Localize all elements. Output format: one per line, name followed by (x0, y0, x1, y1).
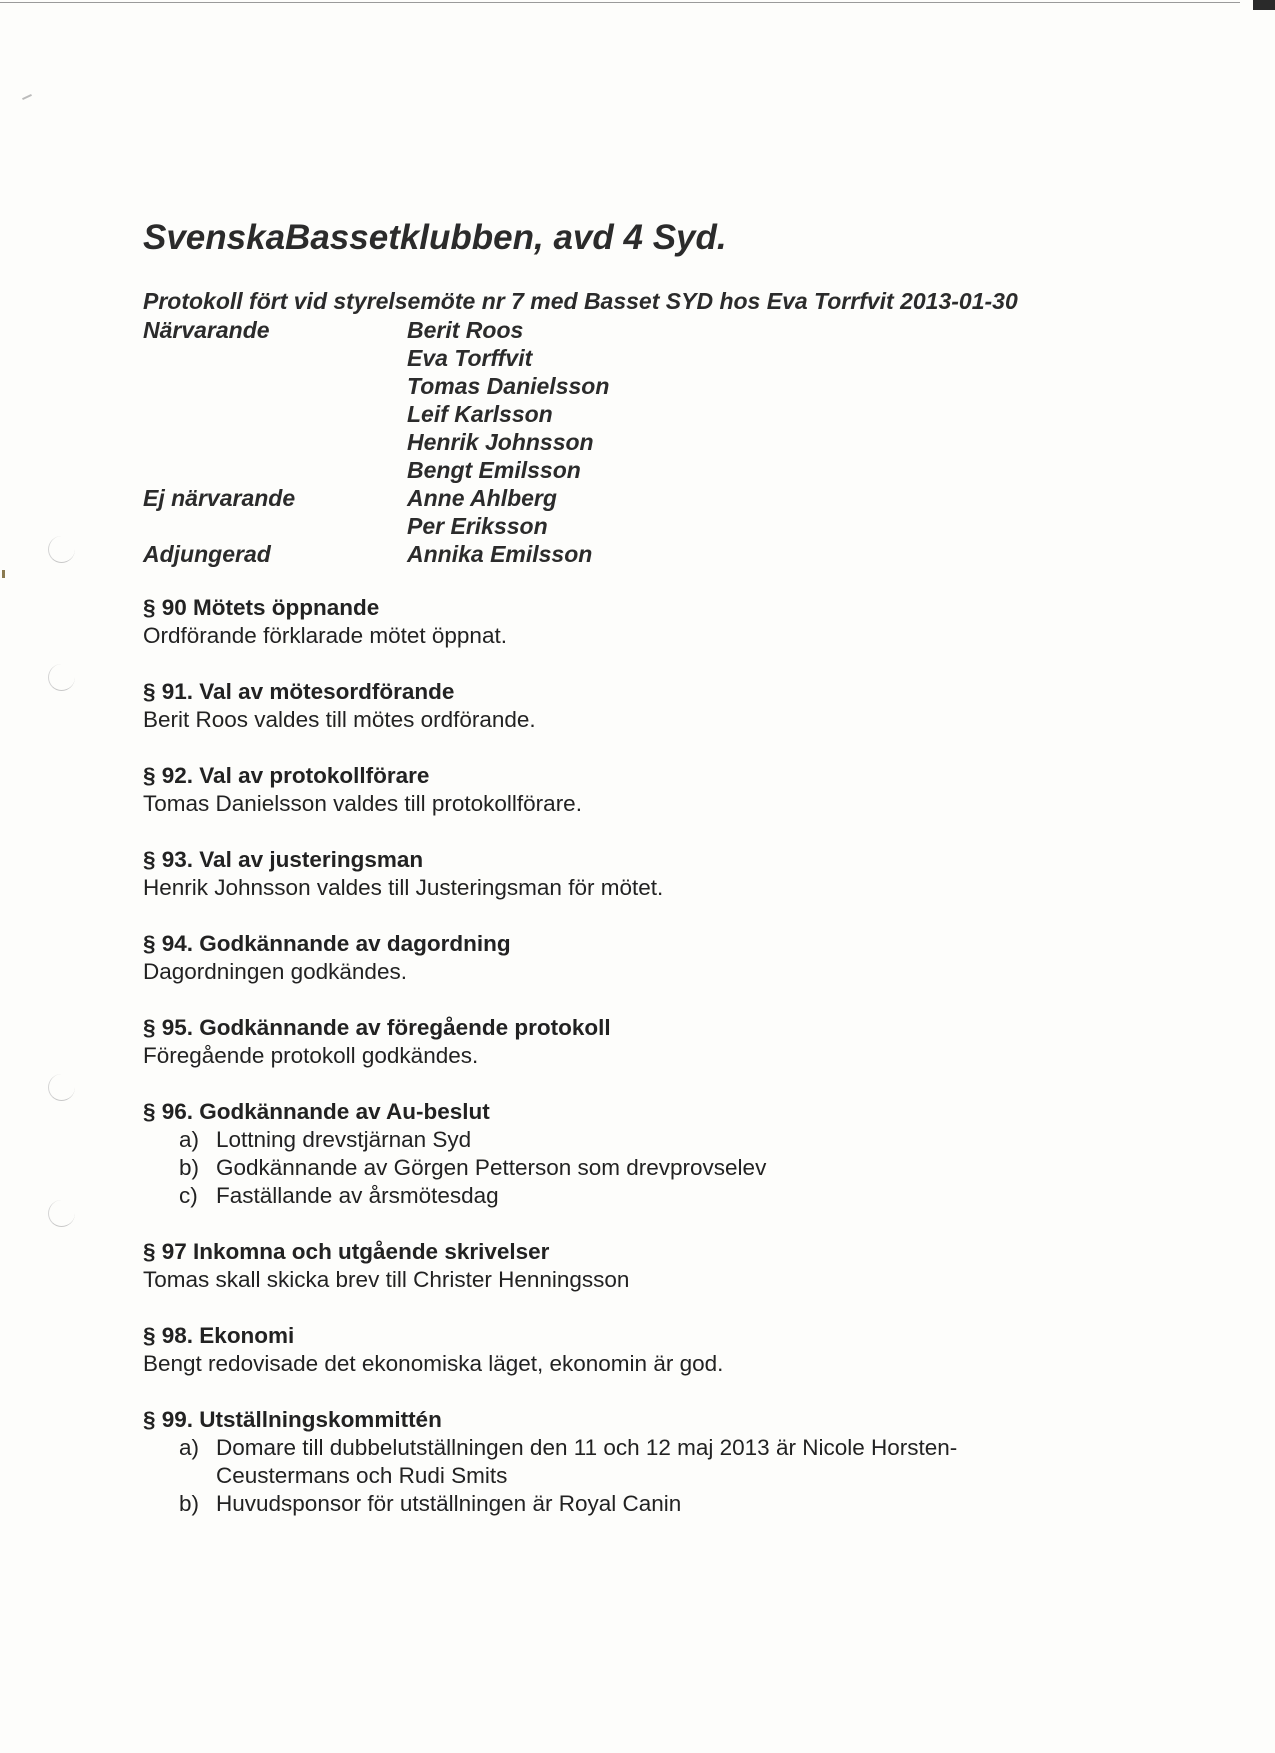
section-97 (143, 1238, 1143, 1294)
list-item-text: Huvudsponsor för utställningen är Royal Canin (216, 1491, 682, 1516)
protocol-subtitle: Protokoll fört vid styrelsemöte nr 7 med Basset SYD hos Eva Torrfvit 2013-01-30 (143, 288, 1018, 314)
list-item-letter: b) (179, 1155, 200, 1180)
list-item-text-line: Ceustermans och Rudi Smits (216, 1463, 508, 1488)
adjunct-label: Adjungerad (143, 541, 271, 567)
absent-label: Ej närvarande (143, 485, 296, 511)
list-item-letter: b) (179, 1491, 200, 1516)
section-94 (143, 930, 1143, 986)
sub-item-list (143, 1434, 1143, 1518)
adjunct-name: Annika Emilsson (407, 541, 593, 567)
section-heading: § 90 Mötets öppnande (143, 595, 380, 620)
section-heading: § 98. Ekonomi (143, 1323, 295, 1348)
section-92 (143, 762, 1143, 818)
minutes-sections (143, 594, 1143, 1546)
attendance-row (143, 512, 943, 540)
section-text: Tomas skall skicka brev till Christer Henningsson (143, 1267, 630, 1292)
list-item-letter: a) (179, 1435, 200, 1460)
section-heading: § 92. Val av protokollförare (143, 763, 430, 788)
section-95 (143, 1014, 1143, 1070)
section-text: Henrik Johnsson valdes till Justeringsman för mötet. (143, 875, 664, 900)
attendee-name: Berit Roos (407, 317, 524, 343)
section-heading: § 94. Godkännande av dagordning (143, 931, 511, 956)
punch-hole-mark (48, 1200, 75, 1227)
section-98 (143, 1322, 1143, 1378)
section-93 (143, 846, 1143, 902)
section-heading: § 93. Val av justeringsman (143, 847, 424, 872)
attendee-name: Leif Karlsson (407, 401, 553, 427)
section-96 (143, 1098, 1143, 1210)
attendee-name: Henrik Johnsson (407, 429, 594, 455)
list-item-letter: c) (179, 1183, 198, 1208)
attendance-table (143, 316, 943, 568)
list-item (143, 1434, 1143, 1490)
attendance-row (143, 372, 943, 400)
list-item-text: Godkännande av Görgen Petterson som drevprovselev (216, 1155, 767, 1180)
absentee-name: Anne Ahlberg (407, 485, 557, 511)
attendance-row (143, 400, 943, 428)
section-90 (143, 594, 1143, 650)
section-text: Dagordningen godkändes. (143, 959, 407, 984)
list-item (143, 1154, 1143, 1182)
attendance-row (143, 484, 943, 512)
section-heading: § 95. Godkännande av föregående protokoll (143, 1015, 611, 1040)
section-text: Ordförande förklarade mötet öppnat. (143, 623, 507, 648)
sub-item-list (143, 1126, 1143, 1210)
list-item-text (216, 1434, 1076, 1490)
section-text: Föregående protokoll godkändes. (143, 1043, 479, 1068)
list-item-text: Lottning drevstjärnan Syd (216, 1127, 472, 1152)
list-item (143, 1490, 1143, 1518)
attendee-name: Tomas Danielsson (407, 373, 610, 399)
section-99 (143, 1406, 1143, 1518)
absentee-name: Per Eriksson (407, 513, 548, 539)
stray-mark (2, 570, 5, 578)
list-item-text: Faställande av årsmötesdag (216, 1183, 499, 1208)
section-text: Tomas Danielsson valdes till protokollförare. (143, 791, 582, 816)
attendance-row (143, 428, 943, 456)
attendee-name: Bengt Emilsson (407, 457, 581, 483)
attendance-row (143, 540, 943, 568)
section-heading: § 97 Inkomna och utgående skrivelser (143, 1239, 550, 1264)
list-item (143, 1182, 1143, 1210)
punch-hole-mark (48, 664, 75, 691)
punch-hole-mark (48, 1074, 75, 1101)
document-title: SvenskaBassetklubben, avd 4 Syd. (143, 218, 727, 257)
section-heading: § 91. Val av mötesordförande (143, 679, 455, 704)
section-text: Berit Roos valdes till mötes ordförande. (143, 707, 536, 732)
section-91 (143, 678, 1143, 734)
attendance-row (143, 344, 943, 372)
attendance-row (143, 316, 943, 344)
present-label: Närvarande (143, 317, 270, 343)
attendee-name: Eva Torffvit (407, 345, 533, 371)
list-item-text-line: Domare till dubbelutställningen den 11 och 12 maj 2013 är Nicole Horsten- (216, 1435, 958, 1460)
section-heading: § 99. Utställningskommittén (143, 1407, 442, 1432)
section-text: Bengt redovisade det ekonomiska läget, ekonomin är god. (143, 1351, 724, 1376)
list-item (143, 1126, 1143, 1154)
punch-hole-mark (48, 536, 75, 563)
stray-mark (22, 94, 32, 100)
section-heading: § 96. Godkännande av Au-beslut (143, 1099, 490, 1124)
scan-edge-line (0, 2, 1240, 3)
scan-corner-mark (1253, 0, 1275, 10)
attendance-row (143, 456, 943, 484)
list-item-letter: a) (179, 1127, 200, 1152)
